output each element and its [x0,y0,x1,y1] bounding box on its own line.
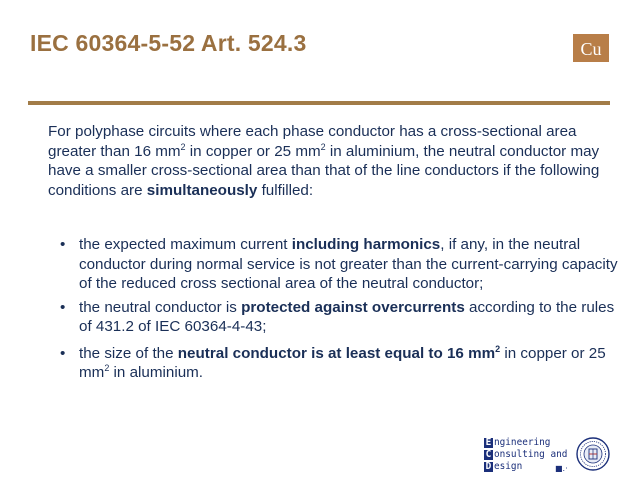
logo-letter: C [485,449,492,460]
title-divider [28,101,610,105]
condition-emphasis [178,345,500,362]
condition-sup: 2 [495,343,501,354]
conditions-list [60,235,620,383]
logo-row-engineering [484,437,550,448]
logo-word: onsulting and [494,449,568,460]
logo-dots: ■.· [555,464,568,473]
condition-item [60,235,620,294]
bullet-marker: • [60,298,66,316]
condition-text: in copper or 25 mm [79,344,606,381]
intro-paragraph [48,122,603,200]
condition-text: , if any, in the neutral conductor during normal service is not greater than the current-carrying capacity of the reduced cross sectional area of the neutral conductor; [79,236,618,292]
logo-word: esign [494,461,523,472]
logo-word: ngineering [494,437,551,448]
condition-emphasis-text: neutral conductor is at least equal to 16 mm [177,344,496,362]
condition-emphasis: including harmonics [291,236,441,253]
condition-sup: 2 [104,363,110,373]
intro-text-3: in aluminium, the neutral conductor may have a smaller cross-sectional area than that of the line conductors if the following conditions are [48,142,600,199]
condition-text: in aluminium. [109,364,204,381]
condition-item [60,344,620,383]
condition-item [60,298,620,337]
bullet-marker: • [60,236,66,253]
copper-badge-label: Cu [580,39,602,59]
ecd-logo [484,437,570,473]
intro-sup-2: 2 [320,141,326,152]
condition-emphasis: protected against overcurrents [241,298,465,316]
logo-row-design [484,461,522,472]
condition-text: the expected maximum current [79,236,292,253]
intro-text-2: in copper or 25 mm [185,142,321,160]
bullet-marker: • [60,344,66,362]
logo-letter: E [485,437,492,448]
intro-emphasis: simultaneously [146,181,258,199]
logo-letter: D [485,461,492,472]
intro-text-4: fulfilled: [257,181,314,199]
intro-text-1: For polyphase circuits where each phase conductor has a cross-sectional area greater than 16 mm [48,123,577,160]
intro-sup-1: 2 [180,141,186,152]
copper-badge [573,34,609,62]
condition-text: the neutral conductor is [79,298,242,316]
logo-row-consulting [484,449,567,460]
condition-text: according to the rules of 431.2 of IEC 60364-4-43; [79,298,615,335]
slide-title: IEC 60364-5-52 Art. 524.3 [30,30,307,56]
university-seal-icon [576,437,610,471]
condition-text: the size of the [79,344,178,362]
